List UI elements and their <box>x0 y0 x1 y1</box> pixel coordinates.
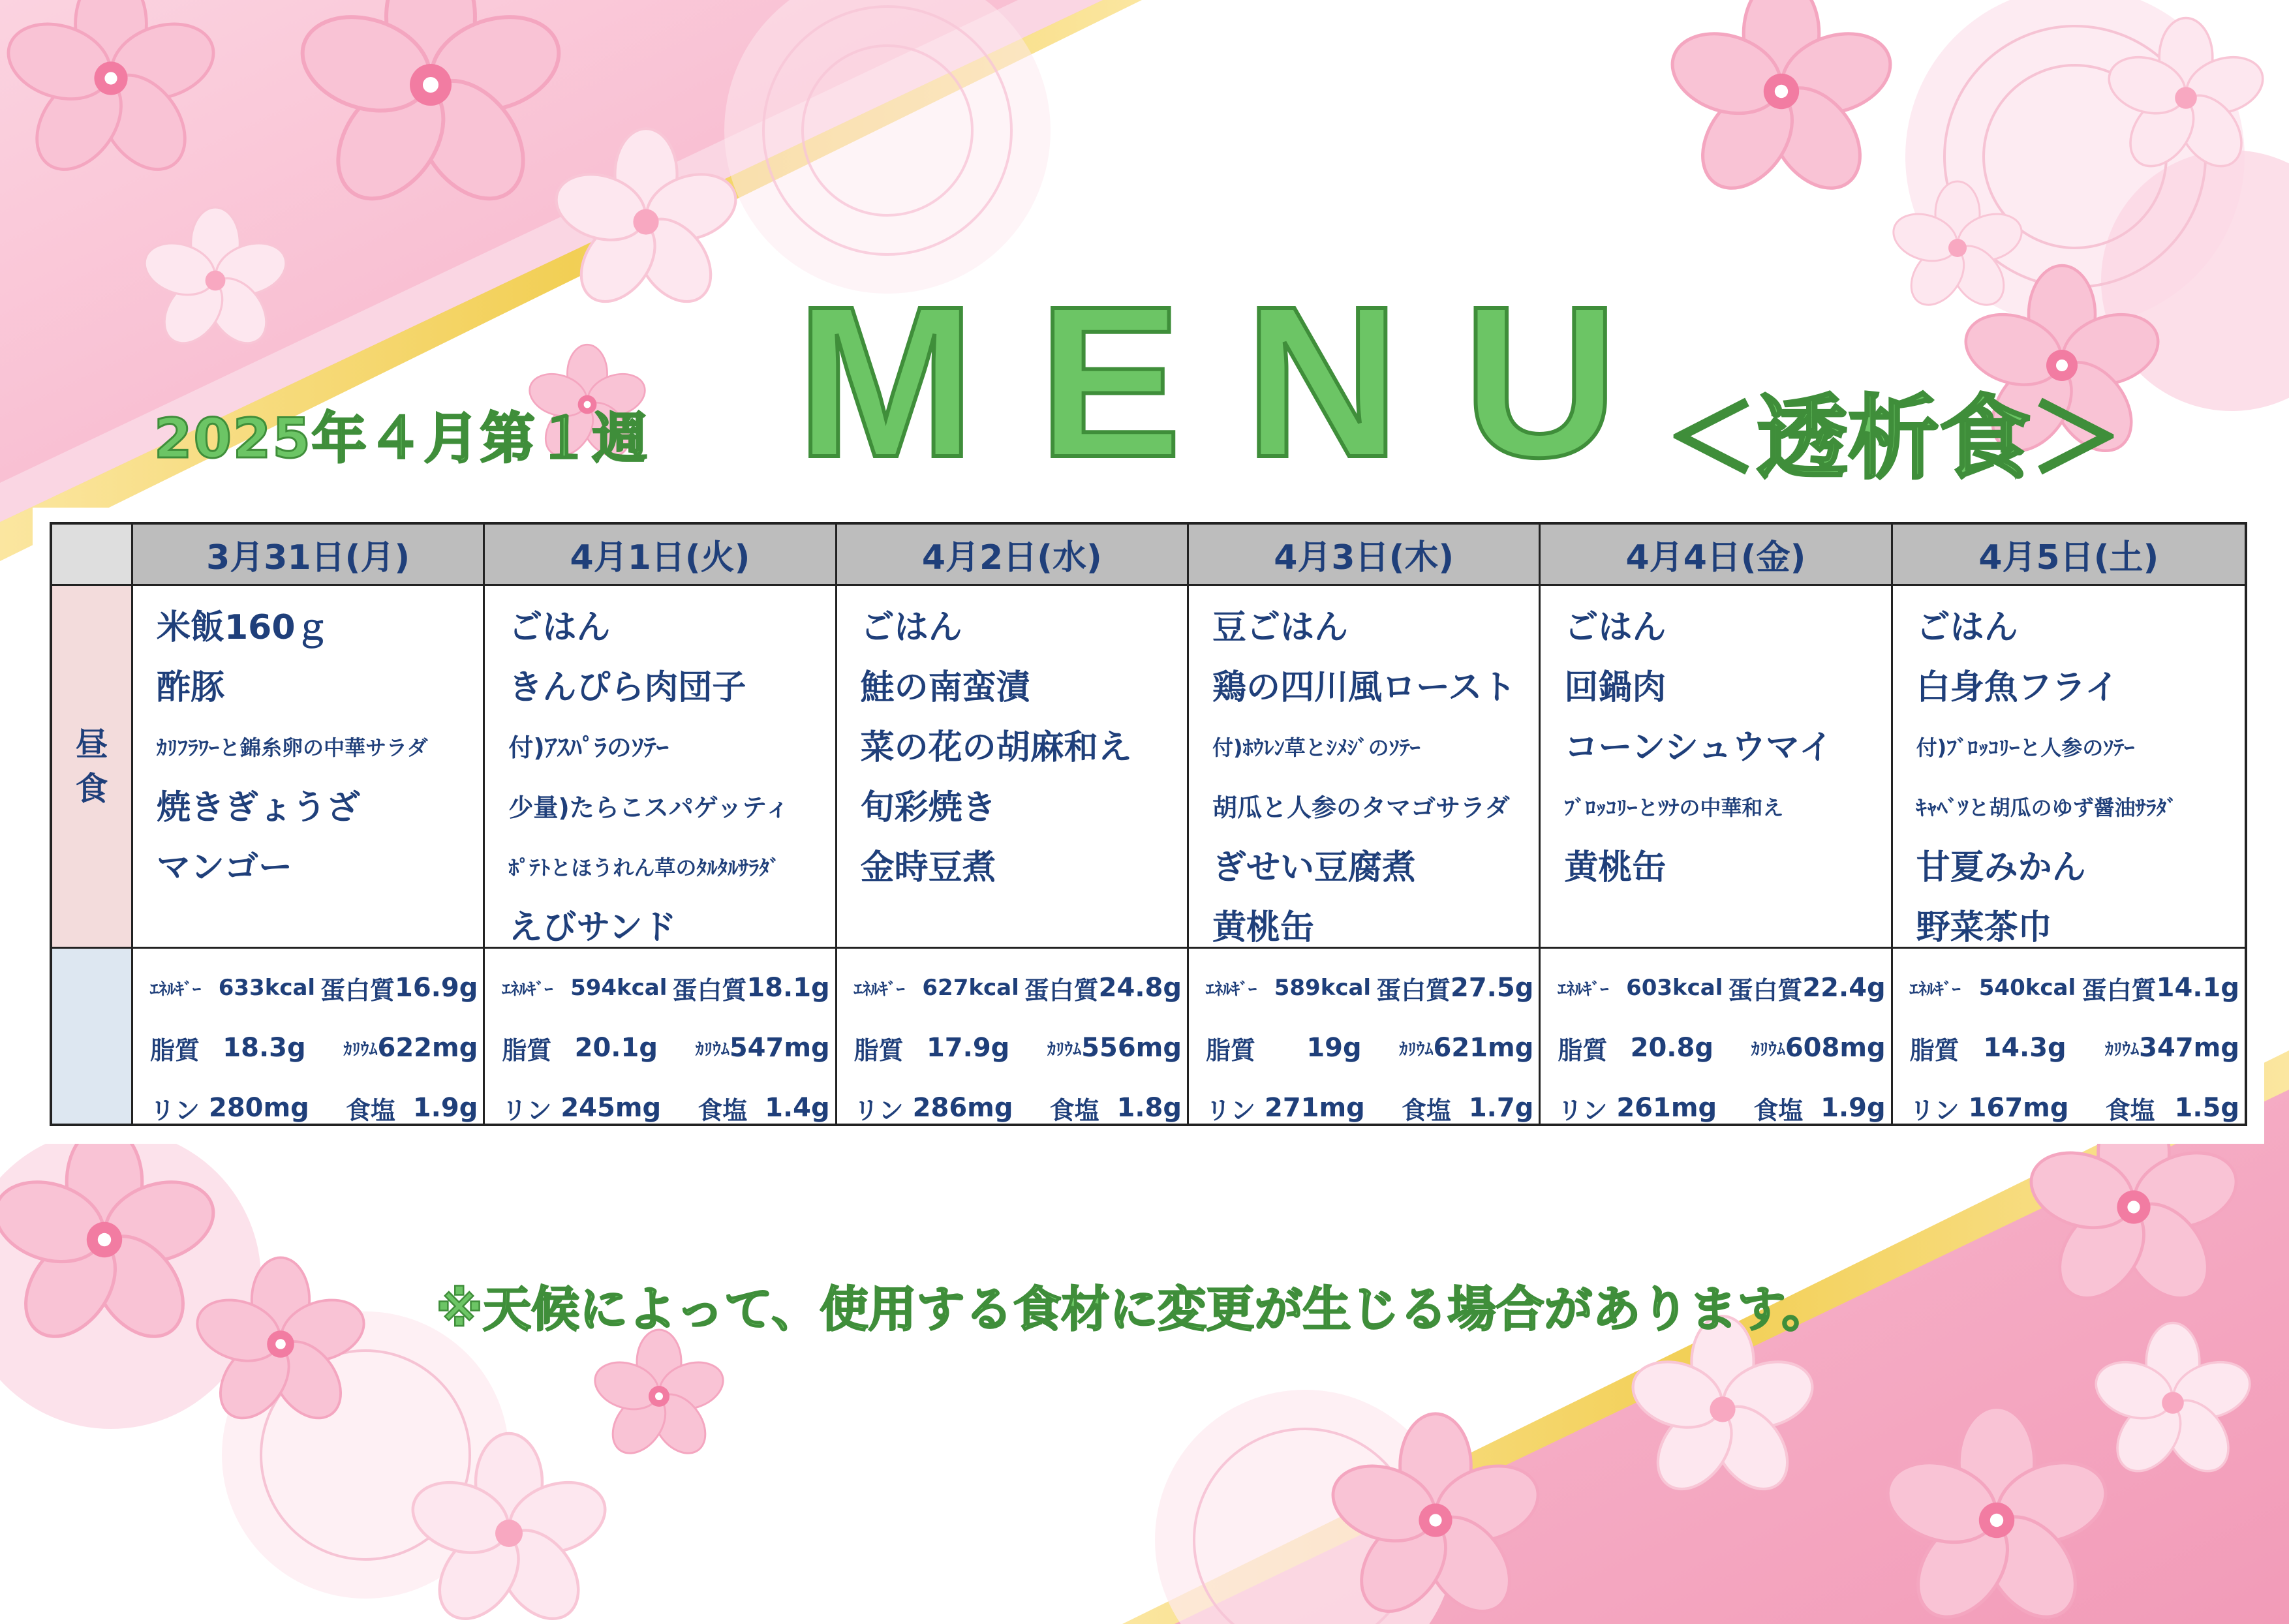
nutrition-protein-value: 22.4g <box>1802 973 1886 1003</box>
nutrition-potassium-label: ｶﾘｳﾑ <box>343 1039 378 1060</box>
nutrition-salt-value: 1.7g <box>1468 1093 1534 1123</box>
day-header: 4月5日(土) <box>1893 525 2245 586</box>
day-header: 4月3日(木) <box>1189 525 1541 586</box>
dish-item: ごはん <box>508 608 611 647</box>
nutrition-energy-value: 633kcal <box>218 975 316 1001</box>
nutrition-protein-label: 蛋白質 <box>1728 975 1803 1005</box>
nutrition-info <box>1893 949 2245 1124</box>
nutrition-info <box>485 949 837 1124</box>
nutrition-salt-value: 1.9g <box>412 1093 478 1123</box>
nutrition-salt-label: 食塩 <box>345 1095 395 1124</box>
nutrition-fat-value: 19g <box>1306 1033 1362 1063</box>
nutrition-row <box>1558 1078 1885 1124</box>
nutrition-salt-value: 1.8g <box>1116 1093 1182 1123</box>
dish-list <box>1893 586 2245 949</box>
dish-item: 付)ｱｽﾊﾟﾗのｿﾃｰ <box>508 733 669 762</box>
nutrition-row <box>502 958 829 1018</box>
dish-item: ｶﾘﾌﾗﾜｰと錦糸卵の中華サラダ <box>157 735 428 760</box>
dish-item: コーンシュウマイ <box>1564 728 1833 767</box>
nutrition-row <box>854 1078 1182 1124</box>
nutrition-energy-label: ｴﾈﾙｷﾞｰ <box>1205 979 1257 1000</box>
dish-item <box>1564 898 1890 949</box>
dish-item: 鮭の南蛮漬 <box>860 668 1030 707</box>
nutrition-info <box>837 949 1189 1124</box>
nutrition-info <box>1541 949 1892 1124</box>
nutrition-row <box>150 958 478 1018</box>
nutrition-info <box>133 949 485 1124</box>
nutrition-potassium-label: ｶﾘｳﾑ <box>2105 1039 2140 1060</box>
nutrition-phosphorus-value: 261mg <box>1616 1093 1717 1123</box>
dish-item: 胡瓜と人参のタマゴサラダ <box>1212 793 1510 822</box>
nutrition-protein-label: 蛋白質 <box>1375 975 1451 1005</box>
nutrition-phosphorus-label: リン <box>853 1095 904 1124</box>
dish-item: 酢豚 <box>157 668 225 707</box>
nutrition-potassium-value: 547mg <box>729 1033 830 1063</box>
nutrition-fat-value: 20.8g <box>1630 1033 1713 1063</box>
nutrition-fat-label: 脂質 <box>1558 1035 1608 1065</box>
dish-item: 付)ﾎｳﾚﾝ草とｼﾒｼﾞのｿﾃｰ <box>1212 735 1421 760</box>
nutrition-row <box>1206 1078 1533 1124</box>
nutrition-row <box>502 1078 829 1124</box>
table-corner <box>52 525 133 586</box>
nutrition-protein-value: 27.5g <box>1451 973 1534 1003</box>
nutrition-row <box>854 958 1182 1018</box>
title-letter-n: N <box>1244 261 1400 502</box>
dish-item: 鶏の四川風ロースト <box>1212 668 1516 707</box>
nutrition-salt-value: 1.4g <box>765 1093 830 1123</box>
nutrition-fat-value: 20.1g <box>574 1033 658 1063</box>
nutrition-potassium-label: ｶﾘｳﾑ <box>1399 1039 1434 1060</box>
nutrition-energy-label: ｴﾈﾙｷﾞｰ <box>1558 979 1609 1000</box>
nutrition-info <box>1189 949 1541 1124</box>
dish-item: マンゴー <box>157 848 293 887</box>
nutrition-row <box>1910 1018 2239 1078</box>
nutrition-fat-value: 14.3g <box>1983 1033 2066 1063</box>
nutrition-row <box>1206 958 1533 1018</box>
nutrition-label <box>52 949 133 1124</box>
nutrition-fat-label: 脂質 <box>502 1035 552 1065</box>
week-label: 2025年４月第１週 <box>154 406 649 470</box>
dish-item: ｷｬﾍﾞﾂと胡瓜のゆず醤油ｻﾗﾀﾞ <box>1916 795 2177 820</box>
nutrition-phosphorus-value: 245mg <box>561 1093 662 1123</box>
title-letter-e: E <box>1038 261 1182 502</box>
nutrition-energy-label: ｴﾈﾙｷﾞｰ <box>502 979 553 1000</box>
nutrition-phosphorus-label: リン <box>1909 1095 1959 1124</box>
dish-item: 甘夏みかん <box>1916 848 2086 887</box>
menu-title <box>796 261 1618 502</box>
nutrition-fat-label: 脂質 <box>853 1035 904 1065</box>
nutrition-potassium-value: 622mg <box>377 1033 478 1063</box>
nutrition-salt-label: 食塩 <box>1401 1095 1451 1124</box>
dish-item: 白身魚フライ <box>1916 668 2119 707</box>
nutrition-protein-label: 蛋白質 <box>1024 975 1099 1005</box>
nutrition-potassium-label: ｶﾘｳﾑ <box>695 1039 730 1060</box>
nutrition-fat-label: 脂質 <box>1205 1035 1255 1065</box>
nutrition-phosphorus-label: リン <box>1205 1095 1255 1124</box>
day-header: 3月31日(月) <box>133 525 485 586</box>
nutrition-protein-value: 14.1g <box>2156 973 2239 1003</box>
nutrition-row <box>1910 1078 2239 1124</box>
nutrition-energy-value: 589kcal <box>1274 975 1372 1001</box>
dish-item: 菜の花の胡麻和え <box>860 728 1132 767</box>
dish-item: 少量)たらこスパゲッティ <box>508 793 790 822</box>
nutrition-salt-label: 食塩 <box>698 1095 748 1124</box>
nutrition-salt-label: 食塩 <box>2105 1095 2155 1124</box>
nutrition-row <box>854 1018 1182 1078</box>
nutrition-row <box>502 1018 829 1078</box>
day-header: 4月2日(水) <box>837 525 1189 586</box>
nutrition-phosphorus-label: リン <box>1558 1095 1608 1124</box>
nutrition-potassium-value: 608mg <box>1785 1033 1886 1063</box>
dish-item: 黄桃缶 <box>1212 908 1314 947</box>
dish-list <box>1541 586 1892 949</box>
nutrition-salt-label: 食塩 <box>1049 1095 1099 1124</box>
dish-item: 旬彩焼き <box>860 788 996 827</box>
nutrition-row <box>1558 1018 1885 1078</box>
nutrition-potassium-label: ｶﾘｳﾑ <box>1047 1039 1082 1060</box>
menu-table <box>50 522 2247 1126</box>
nutrition-phosphorus-label: リン <box>502 1095 552 1124</box>
dish-item: 黄桃缶 <box>1564 848 1667 887</box>
nutrition-energy-value: 603kcal <box>1626 975 1723 1001</box>
dish-item: ごはん <box>1916 608 2018 647</box>
title-letter-m: M <box>796 261 976 502</box>
dish-item: えびサンド <box>508 908 677 947</box>
nutrition-energy-value: 540kcal <box>1978 975 2076 1001</box>
nutrition-potassium-value: 556mg <box>1081 1033 1182 1063</box>
dish-item: 野菜茶巾 <box>1916 908 2052 947</box>
nutrition-protein-label: 蛋白質 <box>2082 975 2157 1005</box>
nutrition-energy-label: ｴﾈﾙｷﾞｰ <box>150 979 202 1000</box>
dish-item: ﾎﾟﾃﾄとほうれん草のﾀﾙﾀﾙｻﾗﾀﾞ <box>508 855 780 880</box>
nutrition-fat-label: 脂質 <box>1909 1035 1959 1065</box>
nutrition-row <box>1910 958 2239 1018</box>
lunch-label: 昼 食 <box>52 586 133 949</box>
dish-item: ぎせい豆腐煮 <box>1212 848 1416 887</box>
dish-item: 金時豆煮 <box>860 848 996 887</box>
nutrition-row <box>150 1018 478 1078</box>
nutrition-protein-value: 16.9g <box>395 973 478 1003</box>
dish-item: ごはん <box>860 608 962 647</box>
nutrition-protein-value: 24.8g <box>1098 973 1182 1003</box>
dish-list <box>837 586 1189 949</box>
nutrition-energy-value: 627kcal <box>922 975 1019 1001</box>
nutrition-energy-label: ｴﾈﾙｷﾞｰ <box>1909 979 1961 1000</box>
dish-list <box>485 586 837 949</box>
nutrition-salt-value: 1.9g <box>1820 1093 1886 1123</box>
nutrition-energy-label: ｴﾈﾙｷﾞｰ <box>853 979 905 1000</box>
nutrition-protein-value: 18.1g <box>746 973 830 1003</box>
nutrition-potassium-label: ｶﾘｳﾑ <box>1751 1039 1785 1060</box>
dish-item: 回鍋肉 <box>1564 668 1667 707</box>
dish-item: 焼きぎょうざ <box>157 788 361 827</box>
nutrition-row <box>150 1078 478 1124</box>
nutrition-row <box>1206 1018 1533 1078</box>
nutrition-fat-value: 17.9g <box>926 1033 1010 1063</box>
nutrition-energy-value: 594kcal <box>570 975 668 1001</box>
dish-item: きんぴら肉団子 <box>508 668 746 707</box>
dish-item: ﾌﾞﾛｯｺﾘｰとﾂﾅの中華和え <box>1564 795 1784 820</box>
nutrition-row <box>1558 958 1885 1018</box>
nutrition-phosphorus-value: 167mg <box>1968 1093 2069 1123</box>
ingredient-change-notice: ※天候によって、使用する食材に変更が生じる場合があります。 <box>436 1281 1830 1338</box>
dish-item: 付)ﾌﾞﾛｯｺﾘｰと人参のｿﾃｰ <box>1916 735 2135 760</box>
nutrition-fat-label: 脂質 <box>150 1035 200 1065</box>
dish-item <box>157 898 483 949</box>
nutrition-potassium-value: 621mg <box>1433 1033 1534 1063</box>
nutrition-fat-value: 18.3g <box>223 1033 306 1063</box>
dish-list <box>1189 586 1541 949</box>
title-letter-u: U <box>1462 261 1618 502</box>
diet-type-label: ＜透析食＞ <box>1665 386 2123 492</box>
dish-item: 米飯160ｇ <box>157 608 330 647</box>
nutrition-potassium-value: 347mg <box>2139 1033 2239 1063</box>
dish-item: ごはん <box>1564 608 1667 647</box>
nutrition-protein-label: 蛋白質 <box>320 975 395 1005</box>
nutrition-phosphorus-value: 271mg <box>1264 1093 1365 1123</box>
nutrition-salt-value: 1.5g <box>2174 1093 2239 1123</box>
dish-item: 豆ごはん <box>1212 608 1348 647</box>
nutrition-salt-label: 食塩 <box>1753 1095 1804 1124</box>
day-header: 4月4日(金) <box>1541 525 1892 586</box>
nutrition-protein-label: 蛋白質 <box>672 975 747 1005</box>
day-header: 4月1日(火) <box>485 525 837 586</box>
nutrition-phosphorus-value: 280mg <box>209 1093 309 1123</box>
nutrition-phosphorus-label: リン <box>150 1095 200 1124</box>
dish-item <box>861 898 1187 949</box>
nutrition-phosphorus-value: 286mg <box>912 1093 1013 1123</box>
dish-list <box>133 586 485 949</box>
